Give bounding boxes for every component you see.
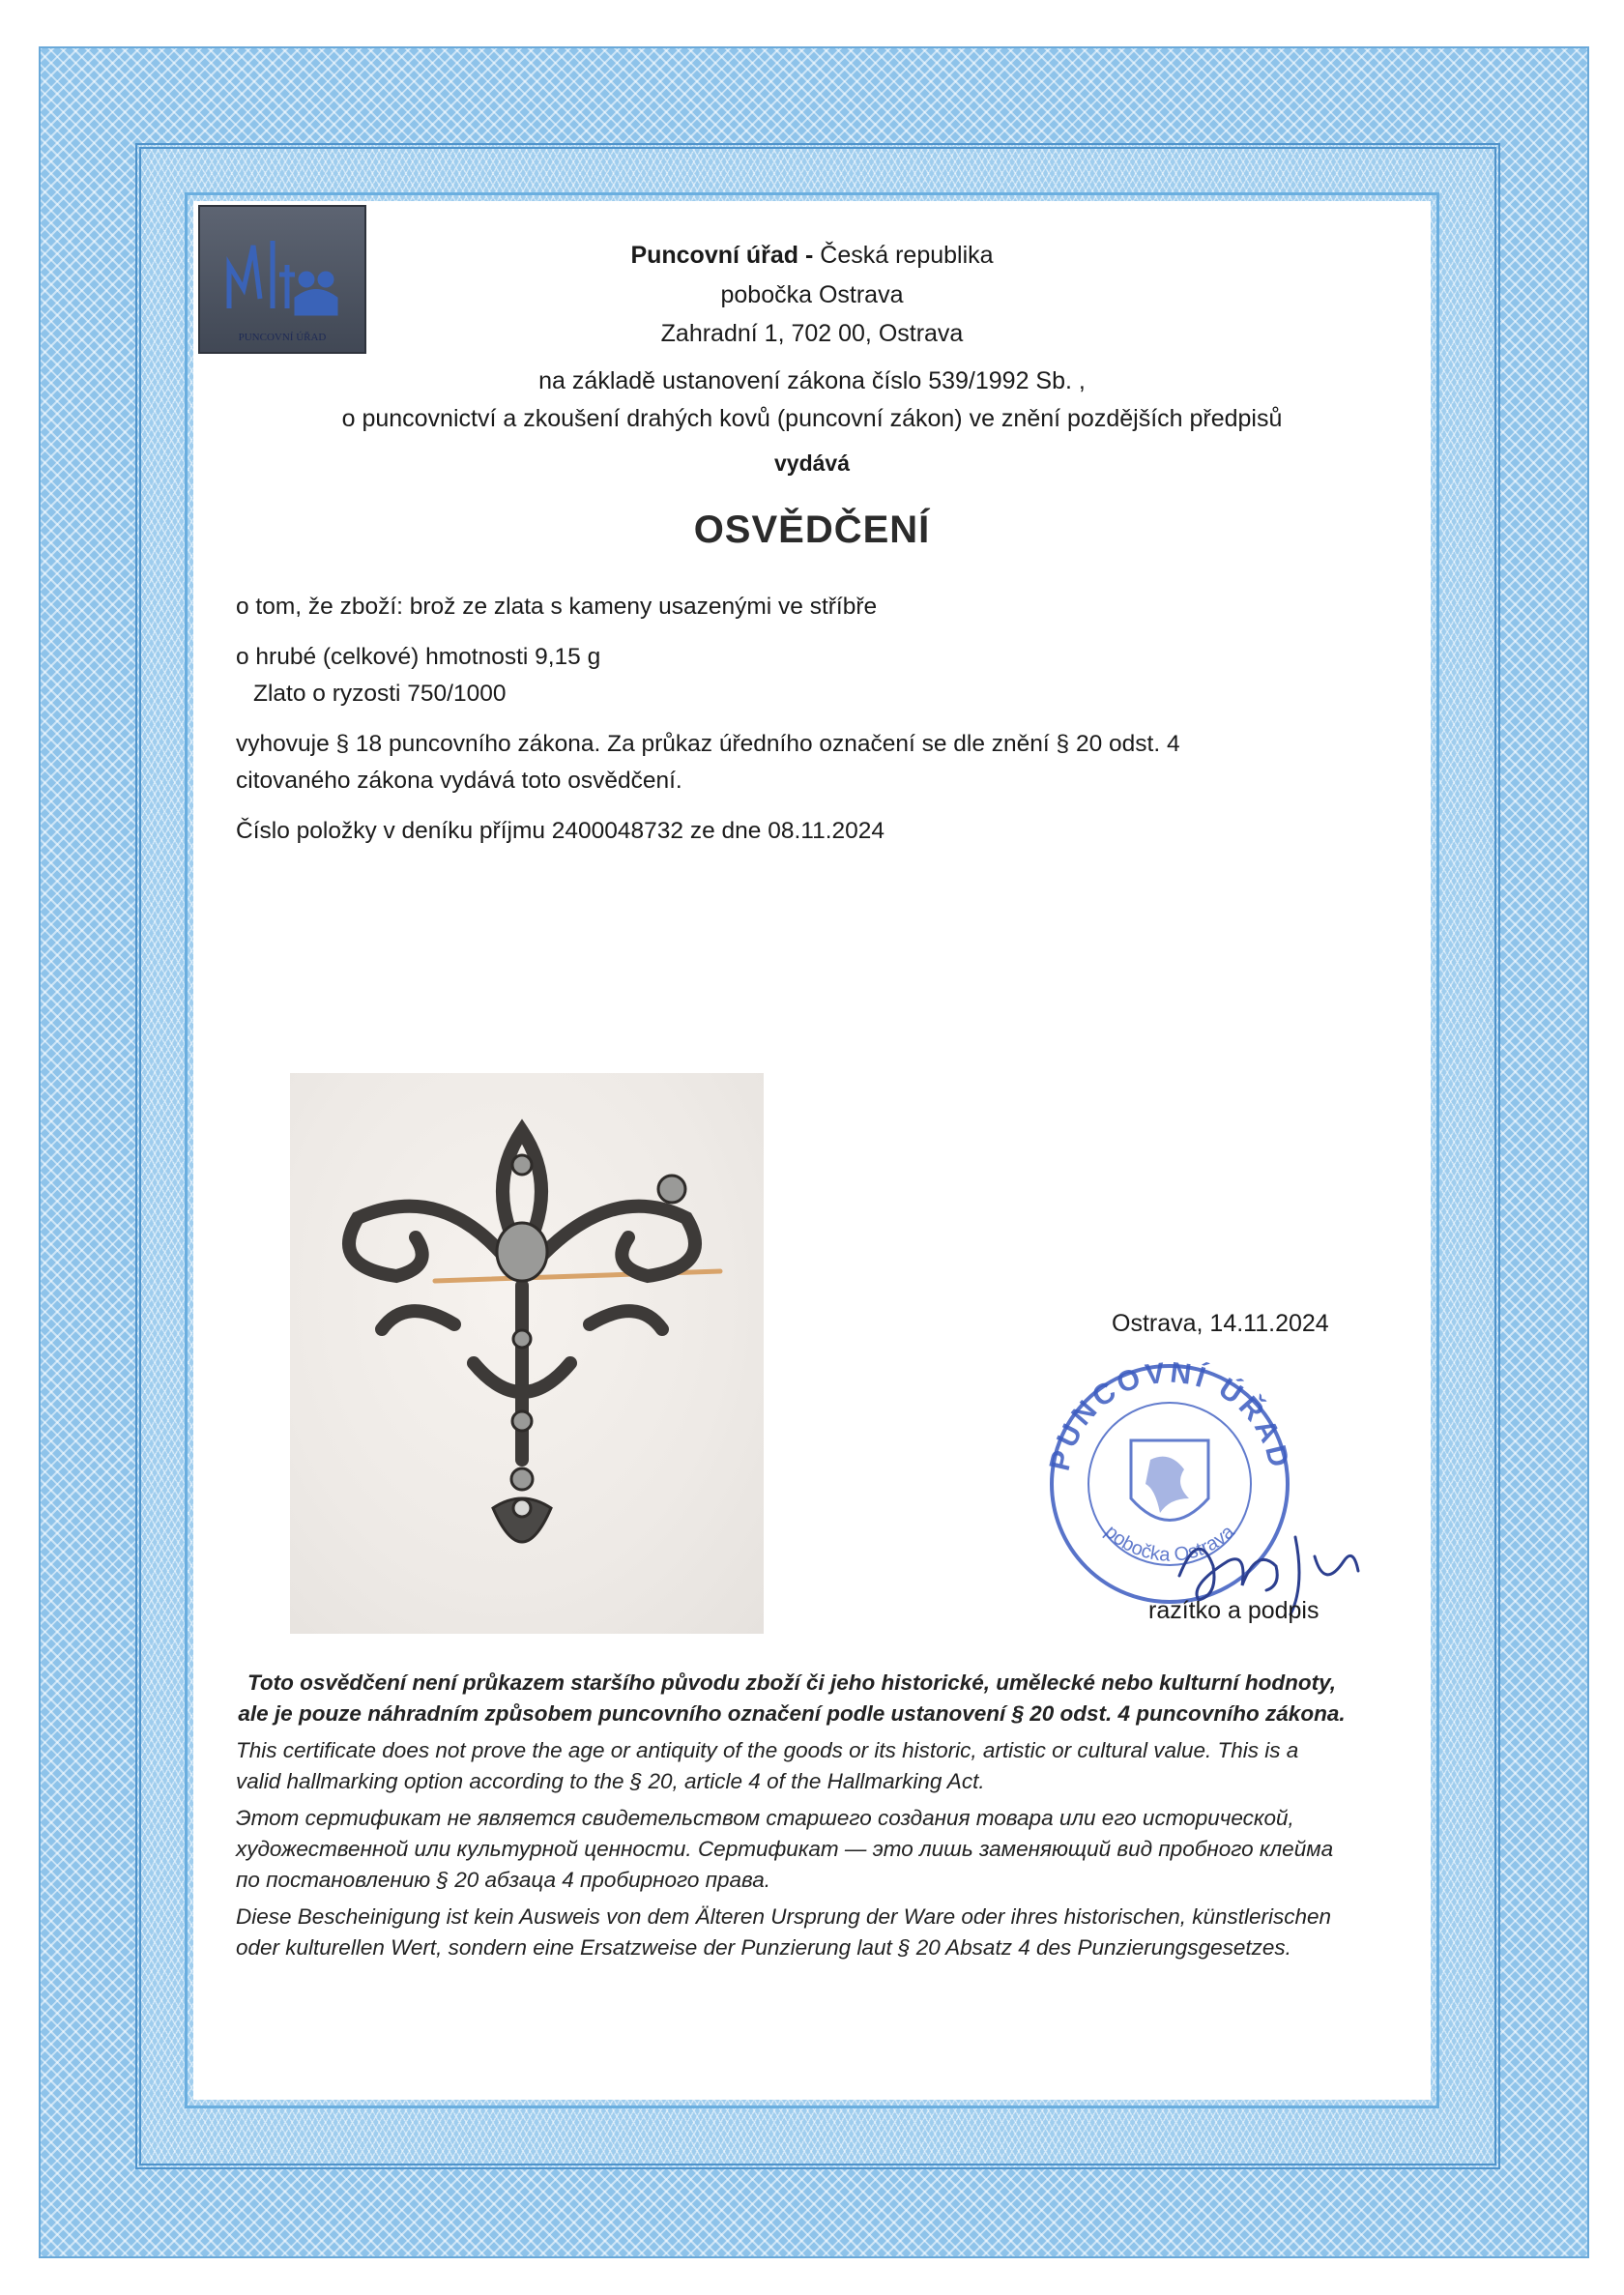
svg-text:pobočka Ostrava: pobočka Ostrava xyxy=(1100,1521,1239,1566)
legal-line-1: na základě ustanovení zákona číslo 539/1992 Sb. , xyxy=(538,367,1086,394)
office-name: Puncovní úřad xyxy=(630,242,799,269)
address: Zahradní 1, 702 00, Ostrava xyxy=(660,320,964,347)
gross-weight: o hrubé (celkové) hmotnosti 9,15 g xyxy=(236,644,601,670)
goods-description: o tom, že zboží: brož ze zlata s kameny usazenými ve stříbře xyxy=(236,594,878,620)
branch: pobočka Ostrava xyxy=(720,281,904,308)
disclaimer-cz: Toto osvědčení není průkazem staršího původu zboží či jeho historické, umělecké nebo kulturní hodnoty, ale je pouze náhradním způsobem puncovního označení podle ustanovení § 20 odst. 4 puncovního zákona. xyxy=(238,1670,1346,1726)
disclaimer-ru: Этот сертификат не является свидетельством старшего создания товара или его исторической, художественной или культурной ценности. Сертификат — это лишь заменяющий вид пробного клейма по постановлению § 20 абзаца 4 пробирного права. xyxy=(236,1806,1334,1892)
disclaimer-en: This certificate does not prove the age or antiquity of the goods or its historic, artistic or cultural value. This is a valid hallmarking option according to the § 20, article 4 of the Hallmarking Act. xyxy=(236,1738,1299,1793)
issues-label: vydává xyxy=(773,450,850,476)
compliance-line-1: vyhovuje § 18 puncovního zákona. Za průkaz úředního označení se dle znění § 20 odst. 4 xyxy=(236,731,1180,757)
legal-line-2: o puncovnictví a zkoušení drahých kovů (puncovní zákon) ve znění pozdějších předpisů xyxy=(341,405,1283,432)
disclaimer-de: Diese Bescheinigung ist kein Ausweis von dem Älteren Ursprung der Ware oder ihres historischen, künstlerischen oder kulturellen Wert, sondern eine Ersatzweise der Punzierung laut § 20 Absatz 4 des Punzierungsgesetzes. xyxy=(236,1904,1332,1960)
brooch-photo xyxy=(290,1073,764,1634)
certificate-title: OSVĚDČENÍ xyxy=(693,508,931,551)
disclaimers xyxy=(236,1668,1348,1969)
item-number: Číslo položky v deníku příjmu 2400048732 ze dne 08.11.2024 xyxy=(236,818,885,844)
office-header: Puncovní úřad - Česká republika xyxy=(630,242,994,269)
svg-text:PUNCOVNÍ ÚŘAD: PUNCOVNÍ ÚŘAD xyxy=(1043,1356,1296,1474)
fineness: Zlato o ryzosti 750/1000 xyxy=(253,681,507,707)
country: Česká republika xyxy=(820,242,994,269)
svg-text:PUNCOVNÍ ÚŘAD: PUNCOVNÍ ÚŘAD xyxy=(238,332,327,343)
compliance-line-2: citovaného zákona vydává toto osvědčení. xyxy=(236,768,682,794)
place-date: Ostrava, 14.11.2024 xyxy=(1112,1310,1329,1337)
signature-label: razítko a podpis xyxy=(1148,1597,1320,1624)
